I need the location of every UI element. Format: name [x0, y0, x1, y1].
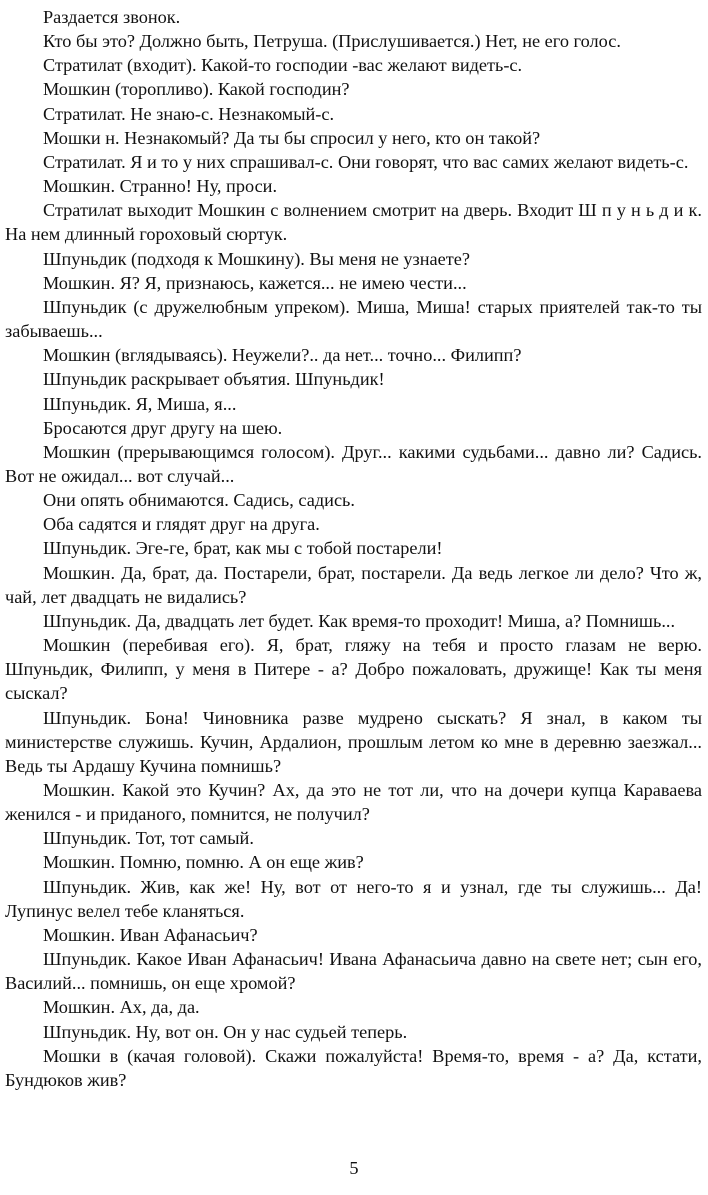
paragraph: Мошкин (прерывающимся голосом). Друг... какими судьбами... давно ли? Садись. Вот не ожидал... вот случай... — [5, 441, 702, 486]
paragraph: Бросаются друг другу на шею. — [43, 417, 283, 438]
paragraph: Шпуньдик. Жив, как же! Ну, вот от него-то я и узнал, где ты служишь... Да! Лупинус велел тебе кланяться. — [5, 876, 702, 921]
paragraph: Шпуньдик. Ну, вот он. Он у нас судьей теперь. — [43, 1021, 408, 1042]
paragraph: Мошки н. Незнакомый? Да ты бы спросил у него, кто он такой? — [43, 127, 541, 148]
paragraph: Мошкин. Ах, да, да. — [43, 997, 200, 1018]
paragraph: Стратилат выходит Мошкин с волнением смотрит на дверь. Входит Ш п у н ь д и к. На нем длинный гороховый сюртук. — [5, 200, 702, 245]
paragraph: Стратилат. Не знаю-с. Незнакомый-с. — [43, 103, 335, 124]
paragraph: Мошкин. Иван Афанасьич? — [43, 924, 258, 945]
paragraph: Шпуньдик (подходя к Мошкину). Вы меня не узнаете? — [43, 248, 470, 269]
paragraph: Стратилат (входит). Какой-то господии -вас желают видеть-с. — [43, 55, 523, 76]
paragraph: Оба садятся и глядят друг на друга. — [43, 514, 320, 535]
paragraph: Шпуньдик. Эге-ге, брат, как мы с тобой постарели! — [43, 538, 443, 559]
page-number: 5 — [349, 1158, 359, 1178]
paragraph: Шпуньдик. Да, двадцать лет будет. Как время-то проходит! Миша, а? Помнишь... — [43, 610, 676, 631]
document-page — [5, 5, 702, 1092]
paragraph: Мошки в (качая головой). Скажи пожалуйста! Время-то, время - а? Да, кстати, Бундюков жив? — [5, 1045, 702, 1090]
paragraph: Раздается звонок. — [43, 7, 181, 27]
paragraph: Мошкин (вглядываясь). Неужели?.. да нет... точно... Филипп? — [43, 345, 522, 366]
paragraph: Шпуньдик. Я, Миша, я... — [43, 393, 237, 414]
paragraph: Мошкин. Я? Я, признаюсь, кажется... не имею чести... — [43, 272, 467, 293]
paragraph: Кто бы это? Должно быть, Петруша. (Прислушивается.) Нет, не его голос. — [43, 31, 621, 52]
paragraph: Шпуньдик. Тот, тот самый. — [43, 828, 254, 849]
paragraph: Они опять обнимаются. Садись, садись. — [43, 490, 355, 511]
paragraph: Мошкин. Да, брат, да. Постарели, брат, постарели. Да ведь легкое ли дело? Что ж, чай, лет двадцать не видались? — [5, 562, 702, 607]
paragraph: Мошкин. Какой это Кучин? Ах, да это не тот ли, что на дочери купца Караваева женился - и приданого, помнится, не получил? — [5, 780, 702, 825]
paragraph: Шпуньдик. Бона! Чиновника разве мудрено сыскать? Я знал, в каком ты министерстве служишь. Кучин, Ардалион, прошлым летом ко мне в деревню заезжал... Ведь ты Ардашу Кучина помнишь? — [5, 707, 702, 776]
paragraph: Мошкин. Помню, помню. А он еще жив? — [43, 852, 364, 873]
paragraph: Шпуньдик (с дружелюбным упреком). Миша, Миша! старых приятелей так-то ты забываешь... — [5, 296, 702, 342]
paragraph: Стратилат. Я и то у них спрашивал-с. Они говорят, что вас самих желают видеть-с. — [43, 151, 689, 172]
paragraph: Мошкин (торопливо). Какой господин? — [43, 79, 350, 100]
paragraph: Мошкин. Странно! Ну, проси. — [43, 176, 278, 197]
paragraph: Шпуньдик. Какое Иван Афанасьич! Ивана Афанасьича давно на свете нет; сын его, Василий... помнишь, он еще хромой? — [5, 949, 702, 994]
paragraph: Мошкин (перебивая его). Я, брат, гляжу на тебя и просто глазам не верю. Шпуньдик, Филипп, у меня в Питере - а? Добро пожаловать, дружище! Как ты меня сыскал? — [5, 635, 702, 704]
paragraph: Шпуньдик раскрывает объятия. Шпуньдик! — [43, 369, 385, 390]
